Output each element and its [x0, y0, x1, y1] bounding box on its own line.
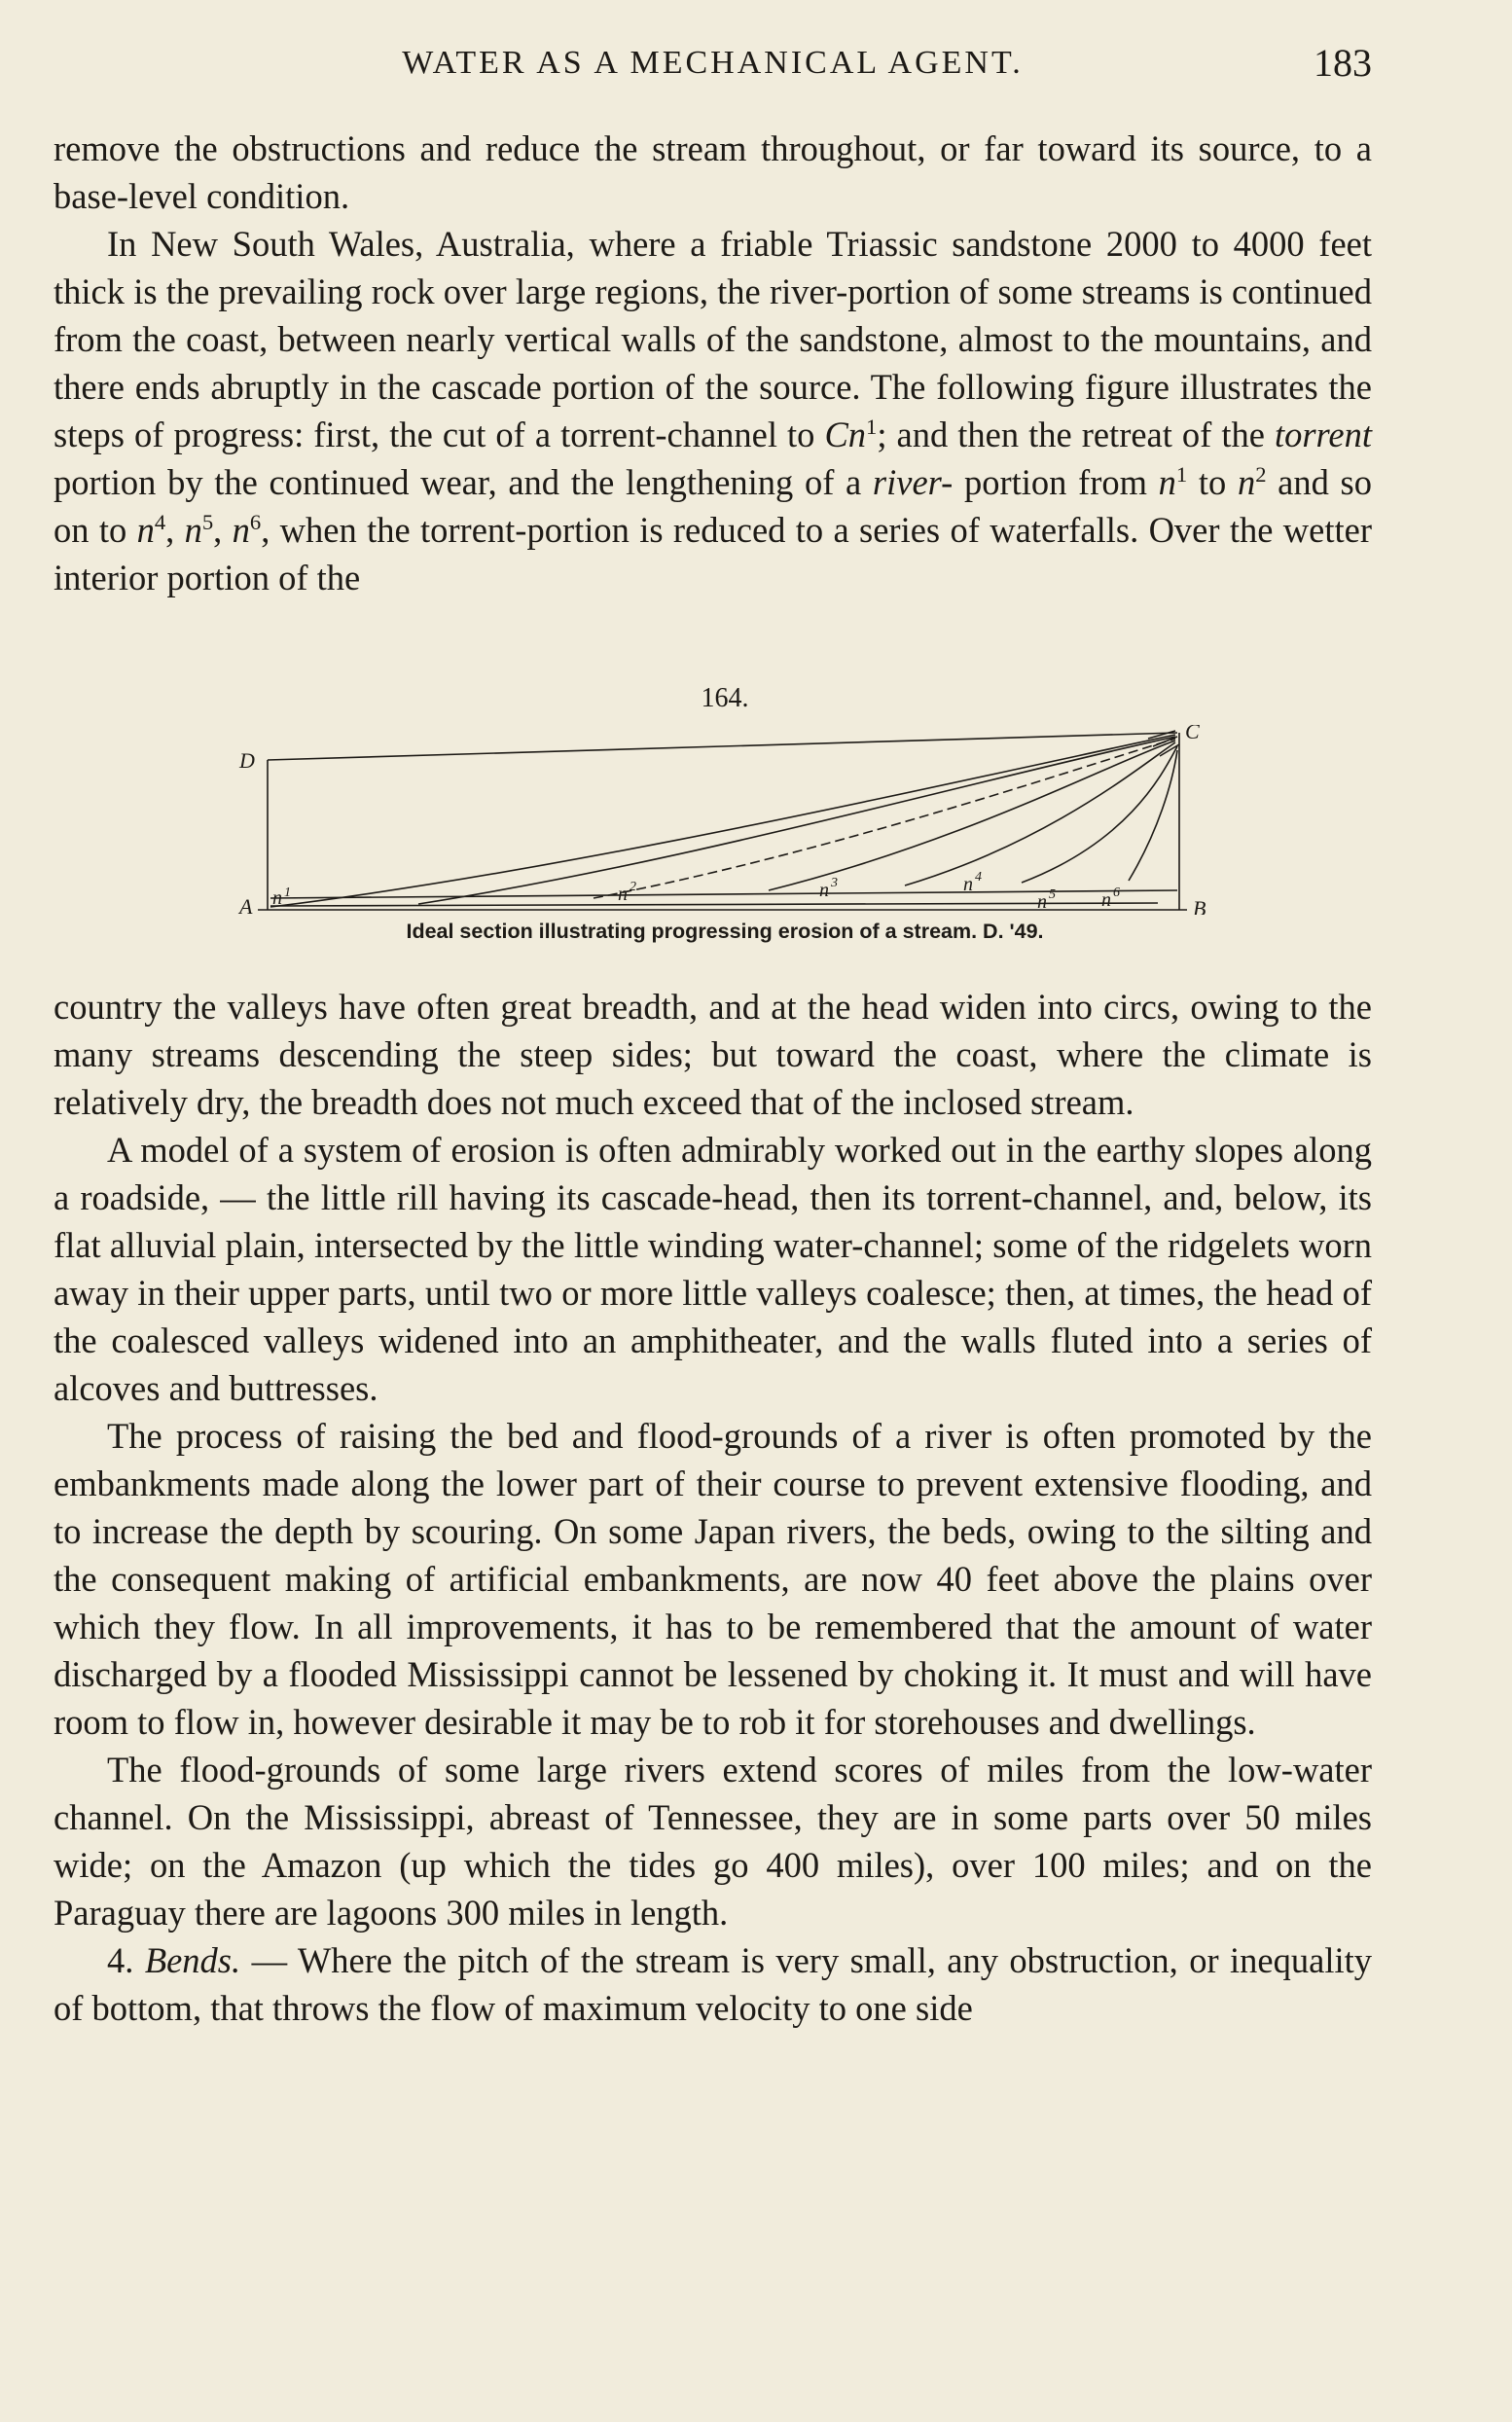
italic-term: n: [136, 510, 155, 550]
label-D: D: [239, 748, 255, 773]
text-run: ,: [213, 510, 233, 550]
figure-caption: Ideal section illustrating progressing erosion of a stream. D. '49.: [406, 920, 1044, 943]
label-n5: n: [1037, 891, 1047, 913]
text-run: ,: [165, 510, 185, 550]
italic-term: torrent: [1274, 415, 1372, 454]
profile-n4: [769, 741, 1175, 890]
label-n6: n: [1101, 889, 1111, 911]
paragraph: remove the obstructions and reduce the stream throughout, or far toward its source, to a base-level condition.: [54, 128, 1372, 216]
paragraph: country the valleys have often great breadth, and at the head widen into circs, owing to the many streams descending the steep sides; but toward the coast, where the climate is relatively dry, the breadth does not much exceed that of the inclosed stream.: [54, 987, 1372, 1122]
paragraph: [54, 1936, 1372, 2032]
riverbed-lower: [270, 903, 1158, 906]
text-run: ; and then the retreat of the: [877, 415, 1275, 454]
surface-line: [268, 733, 1177, 760]
erosion-section-diagram: [224, 725, 1226, 915]
label-A: A: [239, 894, 253, 915]
superscript: 5: [201, 509, 214, 534]
profile-n3: [594, 739, 1175, 898]
figure-164: [224, 681, 1226, 958]
paragraph: A model of a system of erosion is often admirably worked out in the earthy slopes along a roadside, — the little rill having its cascade-head, then its torrent-channel, and, below, its flat alluvial plain, intersected by the little winding water-channel; some of the ridgelets worn away in their upper parts, until two or more little valleys coalesce; then, at times, the head of the coalesced valleys widened into an amphitheater, and the walls fluted into a series of alcoves and buttresses.: [54, 1130, 1372, 1408]
page-header: [54, 39, 1372, 88]
profile-n1: [270, 735, 1175, 907]
label-n3-sup: 3: [831, 876, 838, 890]
paragraph: [54, 220, 1372, 601]
paragraph: The process of raising the bed and flood-grounds of a river is often promoted by the embankments made along the lower part of their course to prevent extensive flooding, and to increase the depth by scouring. On some Japan rivers, the beds, owing to the silting and the consequent making of artificial embankments, are now 40 feet above the plains over which they flow. In all improvements, it has to be remembered that the amount of water discharged by a flooded Mississippi cannot be lessened by choking it. It must and will have room to flow in, however desirable it may be to rob it for storehouses and dwellings.: [54, 1416, 1372, 1742]
superscript: 1: [866, 414, 878, 439]
text-run: — Where the pitch of the stream is very small, any obstruction, or inequality of bottom, that throws the flow of maximum velocity to one side: [54, 1940, 1372, 2028]
italic-term: river-: [872, 462, 954, 502]
label-C: C: [1185, 725, 1200, 743]
label-n4: n: [963, 874, 973, 895]
italic-term: n: [1237, 462, 1256, 502]
paragraph: The flood-grounds of some large rivers extend scores of miles from the low-water channel. On the Mississippi, abreast of Tennessee, they are in some parts over 50 miles wide; on the Amazon (up which the tides go 400 miles), over 100 miles; and on the Paraguay there are lagoons 300 miles in length.: [54, 1750, 1372, 1933]
label-n4-sup: 4: [975, 870, 982, 885]
label-n1: n: [272, 887, 282, 909]
label-n3: n: [819, 880, 829, 901]
label-n1-sup: 1: [284, 886, 291, 900]
label-B: B: [1193, 896, 1206, 915]
profile-n2: [418, 737, 1175, 904]
label-n2: n: [618, 884, 628, 905]
text-run: to: [1187, 462, 1238, 502]
italic-term: n: [1158, 462, 1176, 502]
text-run: portion by the continued wear, and the lengthening of a: [54, 462, 873, 502]
superscript: 2: [1255, 461, 1267, 487]
italic-term: n: [232, 510, 250, 550]
text-block-top: [54, 125, 1372, 601]
text-run: portion from: [963, 462, 1159, 502]
label-n2-sup: 2: [630, 880, 636, 894]
superscript: 4: [154, 509, 166, 534]
label-n5-sup: 5: [1049, 887, 1056, 902]
page-number: 183: [1314, 41, 1372, 85]
text-run: and so on to: [54, 462, 1372, 550]
running-head: WATER AS A MECHANICAL AGENT.: [402, 45, 1024, 81]
label-n6-sup: 6: [1113, 886, 1120, 900]
section-number: 4.: [107, 1940, 145, 1980]
figure-number: 164.: [701, 683, 749, 713]
section-title: Bends.: [144, 1940, 241, 1980]
text-run: In New South Wales, Australia, where a friable Triassic sandstone 2000 to 4000 feet thick is the prevailing rock over large regions, the river-portion of some streams is continued from the coast, between nearly vertical walls of the sandstone, almost to the mountains, and there ends abruptly in the cascade portion of the source. The following figure illustrates the steps of progress: first, the cut of a torrent-channel to: [54, 224, 1372, 454]
text-block-bottom: [54, 983, 1372, 2032]
superscript: 6: [249, 509, 262, 534]
superscript: 1: [1175, 461, 1188, 487]
italic-term: Cn: [824, 415, 867, 454]
italic-term: n: [184, 510, 202, 550]
text-run: , when the torrent-portion is reduced to a series of waterfalls. Over the wetter interior portion of the: [54, 510, 1372, 597]
